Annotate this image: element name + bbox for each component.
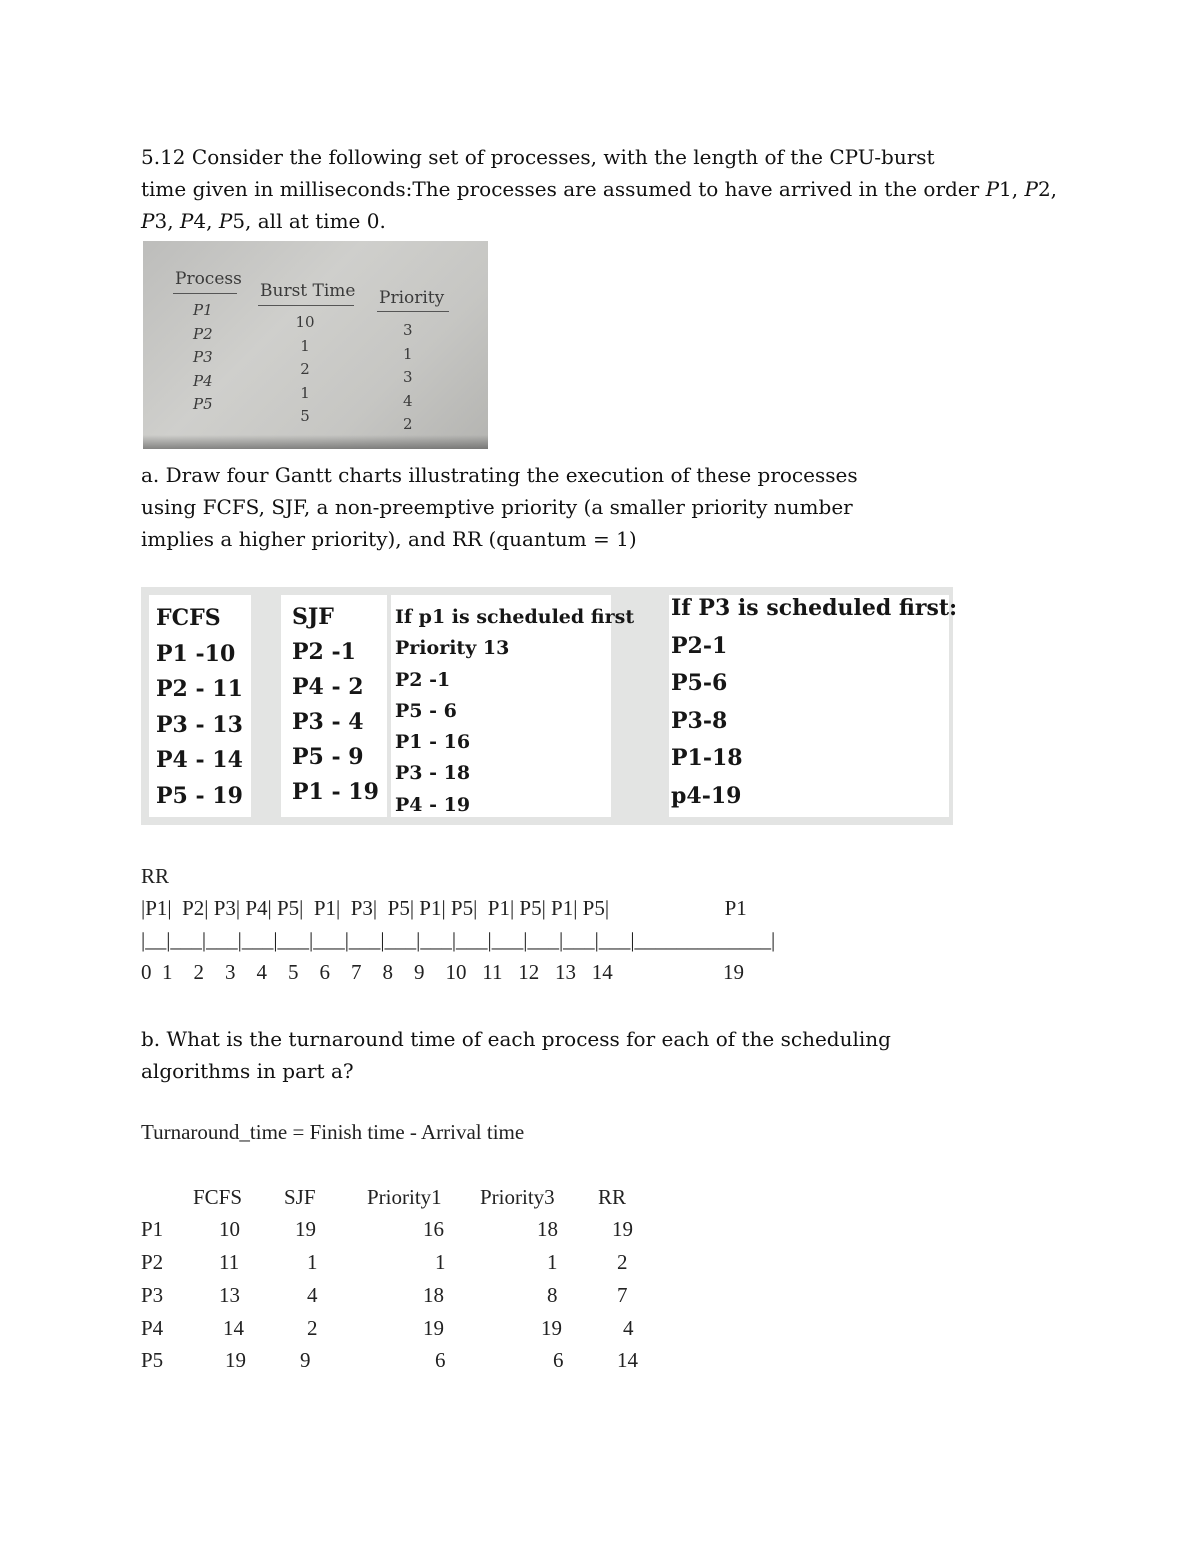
table-cell: 10 <box>219 1217 240 1241</box>
rr-label: RR <box>141 864 170 888</box>
gantt-charts-panel <box>141 587 958 825</box>
col-header: SJF <box>284 1185 316 1209</box>
table-cell: 11 <box>219 1250 240 1274</box>
table-cell: 6 <box>553 1348 564 1372</box>
header-priority: Priority <box>379 288 445 308</box>
priority-p1-first-chart: If p1 is scheduled first Priority 13 P2 -1 P5 - 6 P1 - 16 P3 - 18 P4 - 19 <box>395 606 635 816</box>
table-cell: 1 <box>435 1250 446 1274</box>
header-process: Process <box>175 269 242 289</box>
col-header: RR <box>598 1185 627 1209</box>
row-label: P1 <box>141 1217 164 1241</box>
table-cell: 16 <box>423 1217 444 1241</box>
process-table-photo <box>143 241 488 449</box>
table-cell: 4 <box>623 1316 634 1340</box>
priority-p3-first-chart: If P3 is scheduled first: P2-1 P5-6 P3-8 P1-18 p4-19 <box>671 595 958 809</box>
table-cell: 1 <box>307 1250 318 1274</box>
process-column: P1 P2 P3 P4 P5 <box>193 301 213 413</box>
rr-bars: |__|___|___|___|___|___|___|___|___|___|___|___|___|___|_____________| <box>141 928 776 952</box>
header-burst-time: Burst Time <box>260 281 356 301</box>
table-cell: 19 <box>612 1217 633 1241</box>
table-cell: 18 <box>537 1217 558 1241</box>
col-header: Priority3 <box>480 1185 555 1209</box>
fcfs-chart: FCFS P1 -10 P2 - 11 P3 - 13 P4 - 14 P5 - 19 <box>156 605 243 809</box>
part-a-text: a. Draw four Gantt charts illustrating the execution of these processes using FCFS, SJF, a non-preemptive priority (a smaller priority number implies a higher priority), and RR (quantum = 1) <box>141 463 858 551</box>
header-rule <box>258 305 354 306</box>
table-cell: 19 <box>225 1348 246 1372</box>
rr-sequence: |P1| P2| P3| P4| P5| P1| P3| P5| P1| P5| P1| P5| P1| P5| P1 <box>141 896 747 920</box>
rr-times: 0 1 2 3 4 5 6 7 8 9 10 11 12 13 14 19 <box>141 960 744 984</box>
table-cell: 6 <box>435 1348 446 1372</box>
table-cell: 19 <box>541 1316 562 1340</box>
question-line-1: 5.12 Consider the following set of processes, with the length of the CPU-burst <box>141 145 935 169</box>
header-rule <box>173 293 237 294</box>
priority-column: 3 1 3 4 2 <box>403 321 413 433</box>
row-label: P3 <box>141 1283 164 1307</box>
sjf-chart: SJF P2 -1 P4 - 2 P3 - 4 P5 - 9 P1 - 19 <box>292 604 379 805</box>
burst-column: 10 1 2 1 5 <box>295 313 315 425</box>
part-b-text: b. What is the turnaround time of each process for each of the scheduling algorithms in part a? <box>141 1027 891 1083</box>
col-header: FCFS <box>193 1185 243 1209</box>
rr-gantt-chart <box>141 860 775 988</box>
table-cell: 19 <box>295 1217 316 1241</box>
table-cell: 13 <box>219 1283 240 1307</box>
turnaround-formula: Turnaround_time = Finish time - Arrival time <box>141 1120 525 1144</box>
question-text <box>141 141 1057 237</box>
table-cell: 14 <box>223 1316 244 1340</box>
question-line-3: P3, P4, P5, all at time 0. <box>141 209 386 233</box>
question-line-2: time given in milliseconds:The processes are assumed to have arrived in the order P1, P2, <box>141 177 1058 201</box>
table-cell: 4 <box>307 1283 318 1307</box>
row-label: P5 <box>141 1348 164 1372</box>
table-cell: 14 <box>617 1348 638 1372</box>
table-cell: 8 <box>547 1283 558 1307</box>
table-cell: 19 <box>423 1316 444 1340</box>
row-label: P2 <box>141 1250 164 1274</box>
table-cell: 2 <box>307 1316 318 1340</box>
table-cell: 18 <box>423 1283 444 1307</box>
col-header: Priority1 <box>367 1185 442 1209</box>
table-cell: 7 <box>617 1283 628 1307</box>
table-cell: 2 <box>617 1250 628 1274</box>
row-label: P4 <box>141 1316 164 1340</box>
table-cell: 9 <box>300 1348 311 1372</box>
table-cell: 1 <box>547 1250 558 1274</box>
header-rule <box>377 311 449 312</box>
